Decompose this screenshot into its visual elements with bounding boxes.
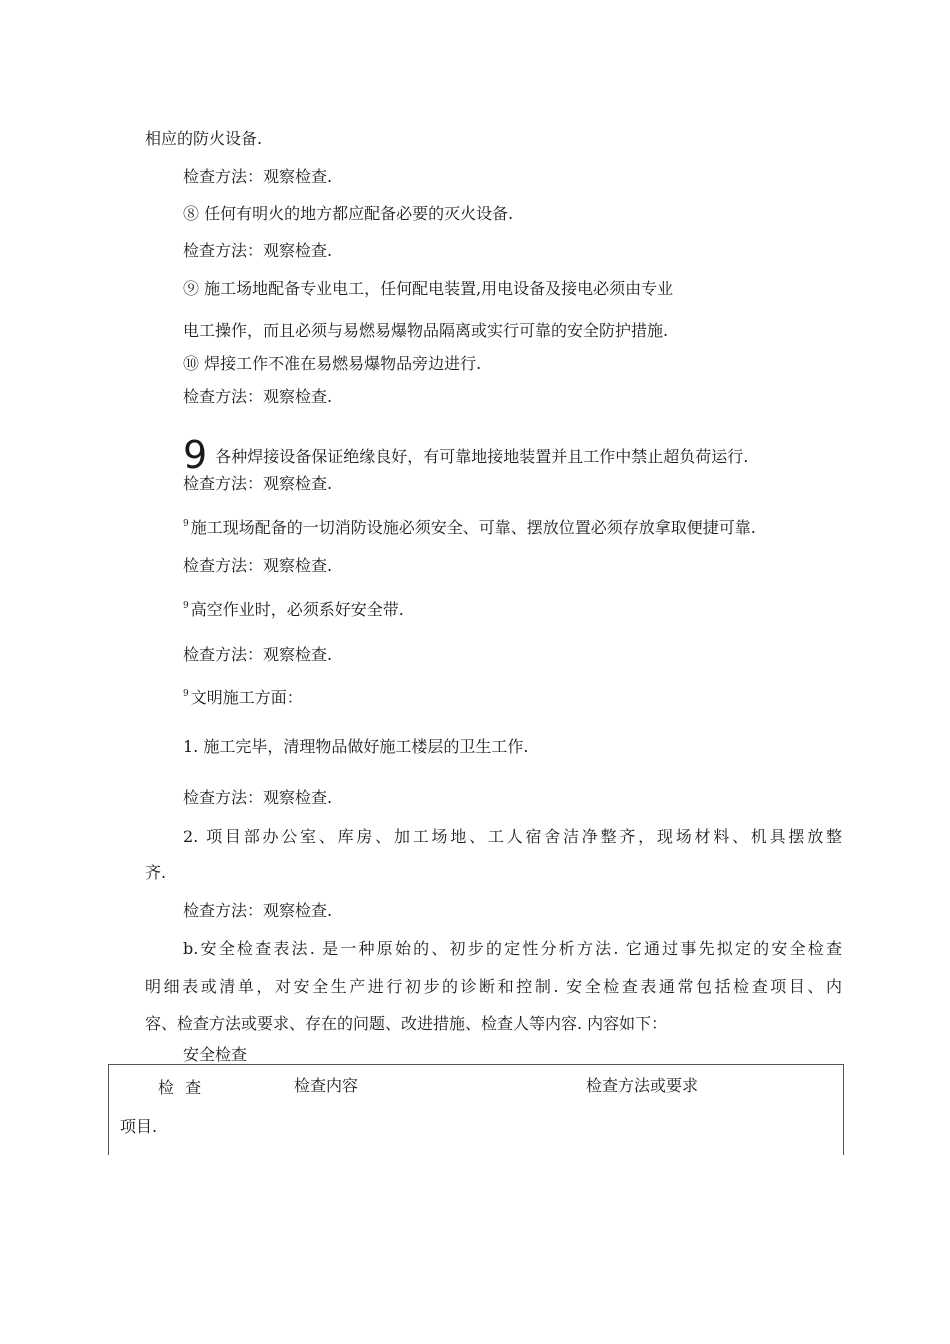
superscript-mark: 9: [183, 519, 189, 529]
table-header-method: 检查方法或要求: [586, 1076, 699, 1095]
inspection-method: 检查方法：观察检查.: [183, 645, 333, 664]
table-header-content: 检查内容: [294, 1076, 359, 1095]
inspection-method: 检查方法：观察检查.: [183, 788, 333, 807]
superscript-mark: 9: [183, 689, 189, 699]
list-item-9: ⑨ 施工场地配备专业电工，任何配电装置,用电设备及接电必须由专业: [183, 279, 674, 298]
superscript-mark: 9: [183, 601, 189, 611]
list-item-10: ⑩ 焊接工作不准在易燃易爆物品旁边进行.: [183, 354, 482, 373]
inspection-method: 检查方法：观察检查.: [183, 474, 333, 493]
list-item-welding: [183, 430, 749, 477]
list-item-1: 1. 施工完毕，清理物品做好施工楼层的卫生工作.: [183, 737, 529, 756]
item-number: 9: [183, 433, 208, 477]
safety-checklist-table: [108, 1064, 844, 1155]
paragraph-line: b.安全检查表法. 是一种原始的、初步的定性分析方法. 它通过事先拟定的安全检查: [183, 939, 842, 958]
table-caption: 安全检查: [183, 1045, 248, 1064]
text-line: 齐.: [145, 863, 167, 882]
table-header-item-cont: 项目.: [120, 1117, 158, 1136]
item-text: 各种焊接设备保证绝缘良好，有可靠地接地装置并且工作中禁止超负荷运行.: [215, 447, 749, 466]
item-text: 施工现场配备的一切消防设施必须安全、可靠、摆放位置必须存放拿取便捷可靠.: [190, 518, 756, 537]
item-text: 文明施工方面：: [190, 688, 303, 707]
list-item-fire-facilities: [183, 520, 756, 536]
text-line: 相应的防火设备.: [145, 129, 263, 148]
text-line: 电工操作，而且必须与易燃易爆物品隔离或实行可靠的安全防护措施.: [183, 321, 669, 340]
table-header-item: 检 查: [158, 1078, 202, 1097]
item-text: 高空作业时，必须系好安全带.: [190, 600, 404, 619]
inspection-method: 检查方法：观察检查.: [183, 901, 333, 920]
list-item-8: ⑧ 任何有明火的地方都应配备必要的灭火设备.: [183, 204, 514, 223]
section-heading: [183, 690, 303, 706]
list-item-2: 2. 项目部办公室、库房、加工场地、工人宿舍洁净整齐，现场材料、机具摆放整: [183, 827, 842, 846]
paragraph-line: 容、检查方法或要求、存在的问题、改进措施、检查人等内容. 内容如下：: [145, 1014, 668, 1033]
inspection-method: 检查方法：观察检查.: [183, 167, 333, 186]
inspection-method: 检查方法：观察检查.: [183, 387, 333, 406]
inspection-method: 检查方法：观察检查.: [183, 556, 333, 575]
list-item-safety-belt: [183, 602, 404, 618]
inspection-method: 检查方法：观察检查.: [183, 241, 333, 260]
paragraph-line: 明细表或清单，对安全生产进行初步的诊断和控制. 安全检查表通常包括检查项目、内: [145, 977, 842, 996]
